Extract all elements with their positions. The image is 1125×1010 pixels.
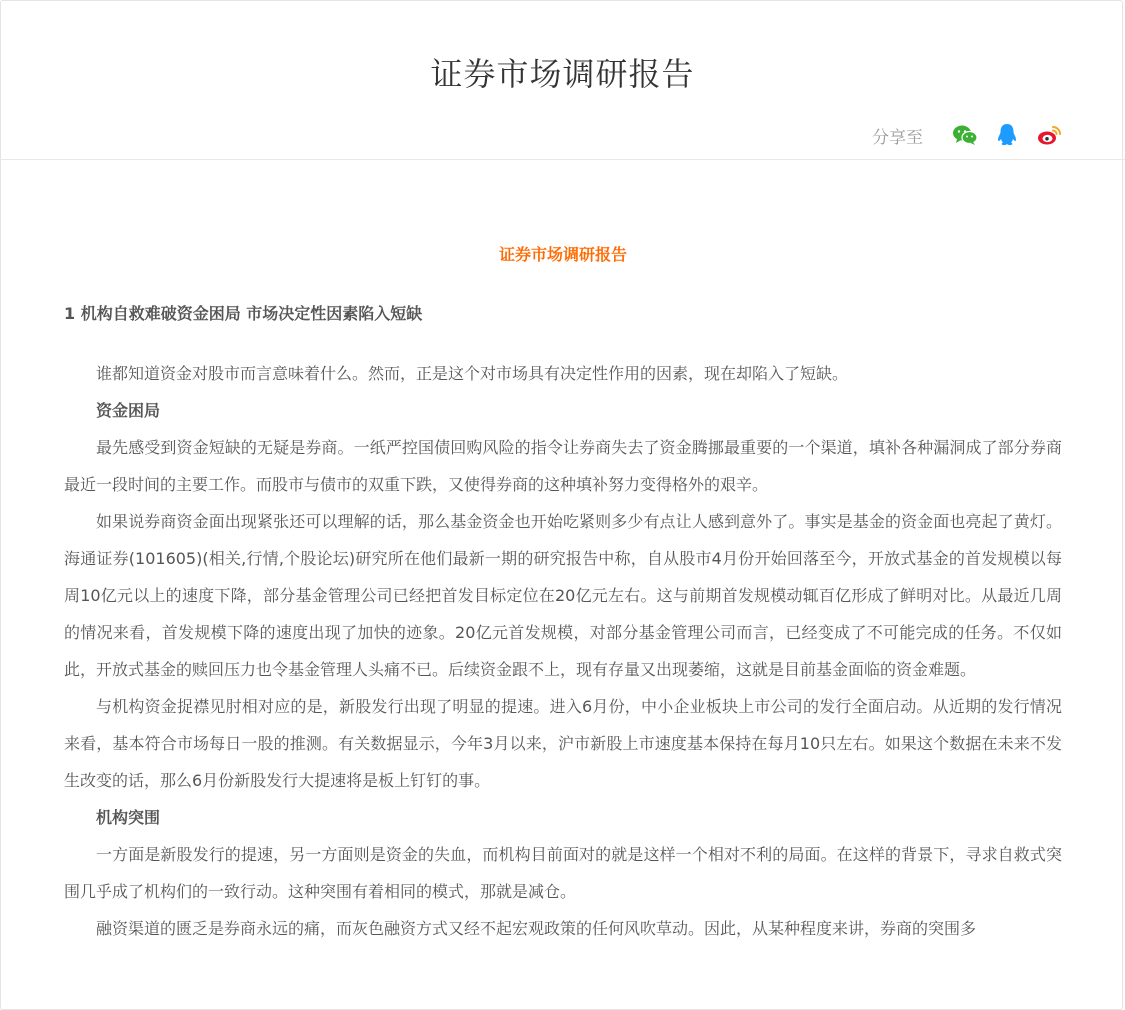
qq-icon[interactable] bbox=[993, 121, 1021, 149]
share-bar bbox=[872, 119, 1063, 151]
page-title: 证券市场调研报告 bbox=[430, 55, 695, 93]
section-heading: 1 机构自救难破资金困局 市场决定性因素陷入短缺 bbox=[64, 304, 423, 323]
wechat-icon[interactable] bbox=[951, 121, 979, 149]
paragraph: 与机构资金捉襟见肘相对应的是，新股发行出现了明显的提速。进入6月份，中小企业板块上市公司的发行全面启动。从近期的发行情况来看，基本符合市场每日一股的推测。有关数据显示，今年3月以来，沪市新股上市速度基本保持在每月10只左右。如果这个数据在未来不发生改变的话，那么6月份新股发行大提速将是板上钉钉的事。 bbox=[64, 697, 1062, 790]
article-title: 证券市场调研报告 bbox=[498, 245, 627, 264]
paragraph: 融资渠道的匮乏是券商永远的痛，而灰色融资方式又经不起宏观政策的任何风吹草动。因此，从某种程度来讲，券商的突围多 bbox=[96, 919, 977, 938]
share-label: 分享至 bbox=[872, 127, 923, 148]
page-header bbox=[0, 0, 1125, 160]
weibo-icon[interactable] bbox=[1035, 121, 1063, 149]
paragraph: 谁都知道资金对股市而言意味着什么。然而，正是这个对市场具有决定性作用的因素，现在却陷入了短缺。 bbox=[96, 364, 849, 383]
subheading: 资金困局 bbox=[96, 401, 161, 420]
article-body bbox=[64, 355, 1062, 947]
paragraph: 最先感受到资金短缺的无疑是券商。一纸严控国债回购风险的指令让券商失去了资金腾挪最重要的一个渠道，填补各种漏洞成了部分券商最近一段时间的主要工作。而股市与债市的双重下跌，又使得券商的这种填补努力变得格外的艰辛。 bbox=[64, 438, 1062, 494]
paragraph: 一方面是新股发行的提速，另一方面则是资金的失血，而机构目前面对的就是这样一个相对不利的局面。在这样的背景下，寻求自救式突围几乎成了机构们的一致行动。这种突围有着相同的模式，那就是减仓。 bbox=[64, 845, 1062, 901]
paragraph: 如果说券商资金面出现紧张还可以理解的话，那么基金资金也开始吃紧则多少有点让人感到意外了。事实是基金的资金面也亮起了黄灯。海通证券(101605)(相关,行情,个股论坛)研究所在他们最新一期的研究报告中称，自从股市4月份开始回落至今，开放式基金的首发规模以每周10亿元以上的速度下降，部分基金管理公司已经把首发目标定位在20亿元左右。这与前期首发规模动辄百亿形成了鲜明对比。从最近几周的情况来看，首发规模下降的速度出现了加快的迹象。20亿元首发规模，对部分基金管理公司而言，已经变成了不可能完成的任务。不仅如此，开放式基金的赎回压力也令基金管理人头痛不已。后续资金跟不上，现有存量又出现萎缩，这就是目前基金面临的资金难题。 bbox=[64, 512, 1062, 679]
subheading: 机构突围 bbox=[96, 808, 161, 827]
